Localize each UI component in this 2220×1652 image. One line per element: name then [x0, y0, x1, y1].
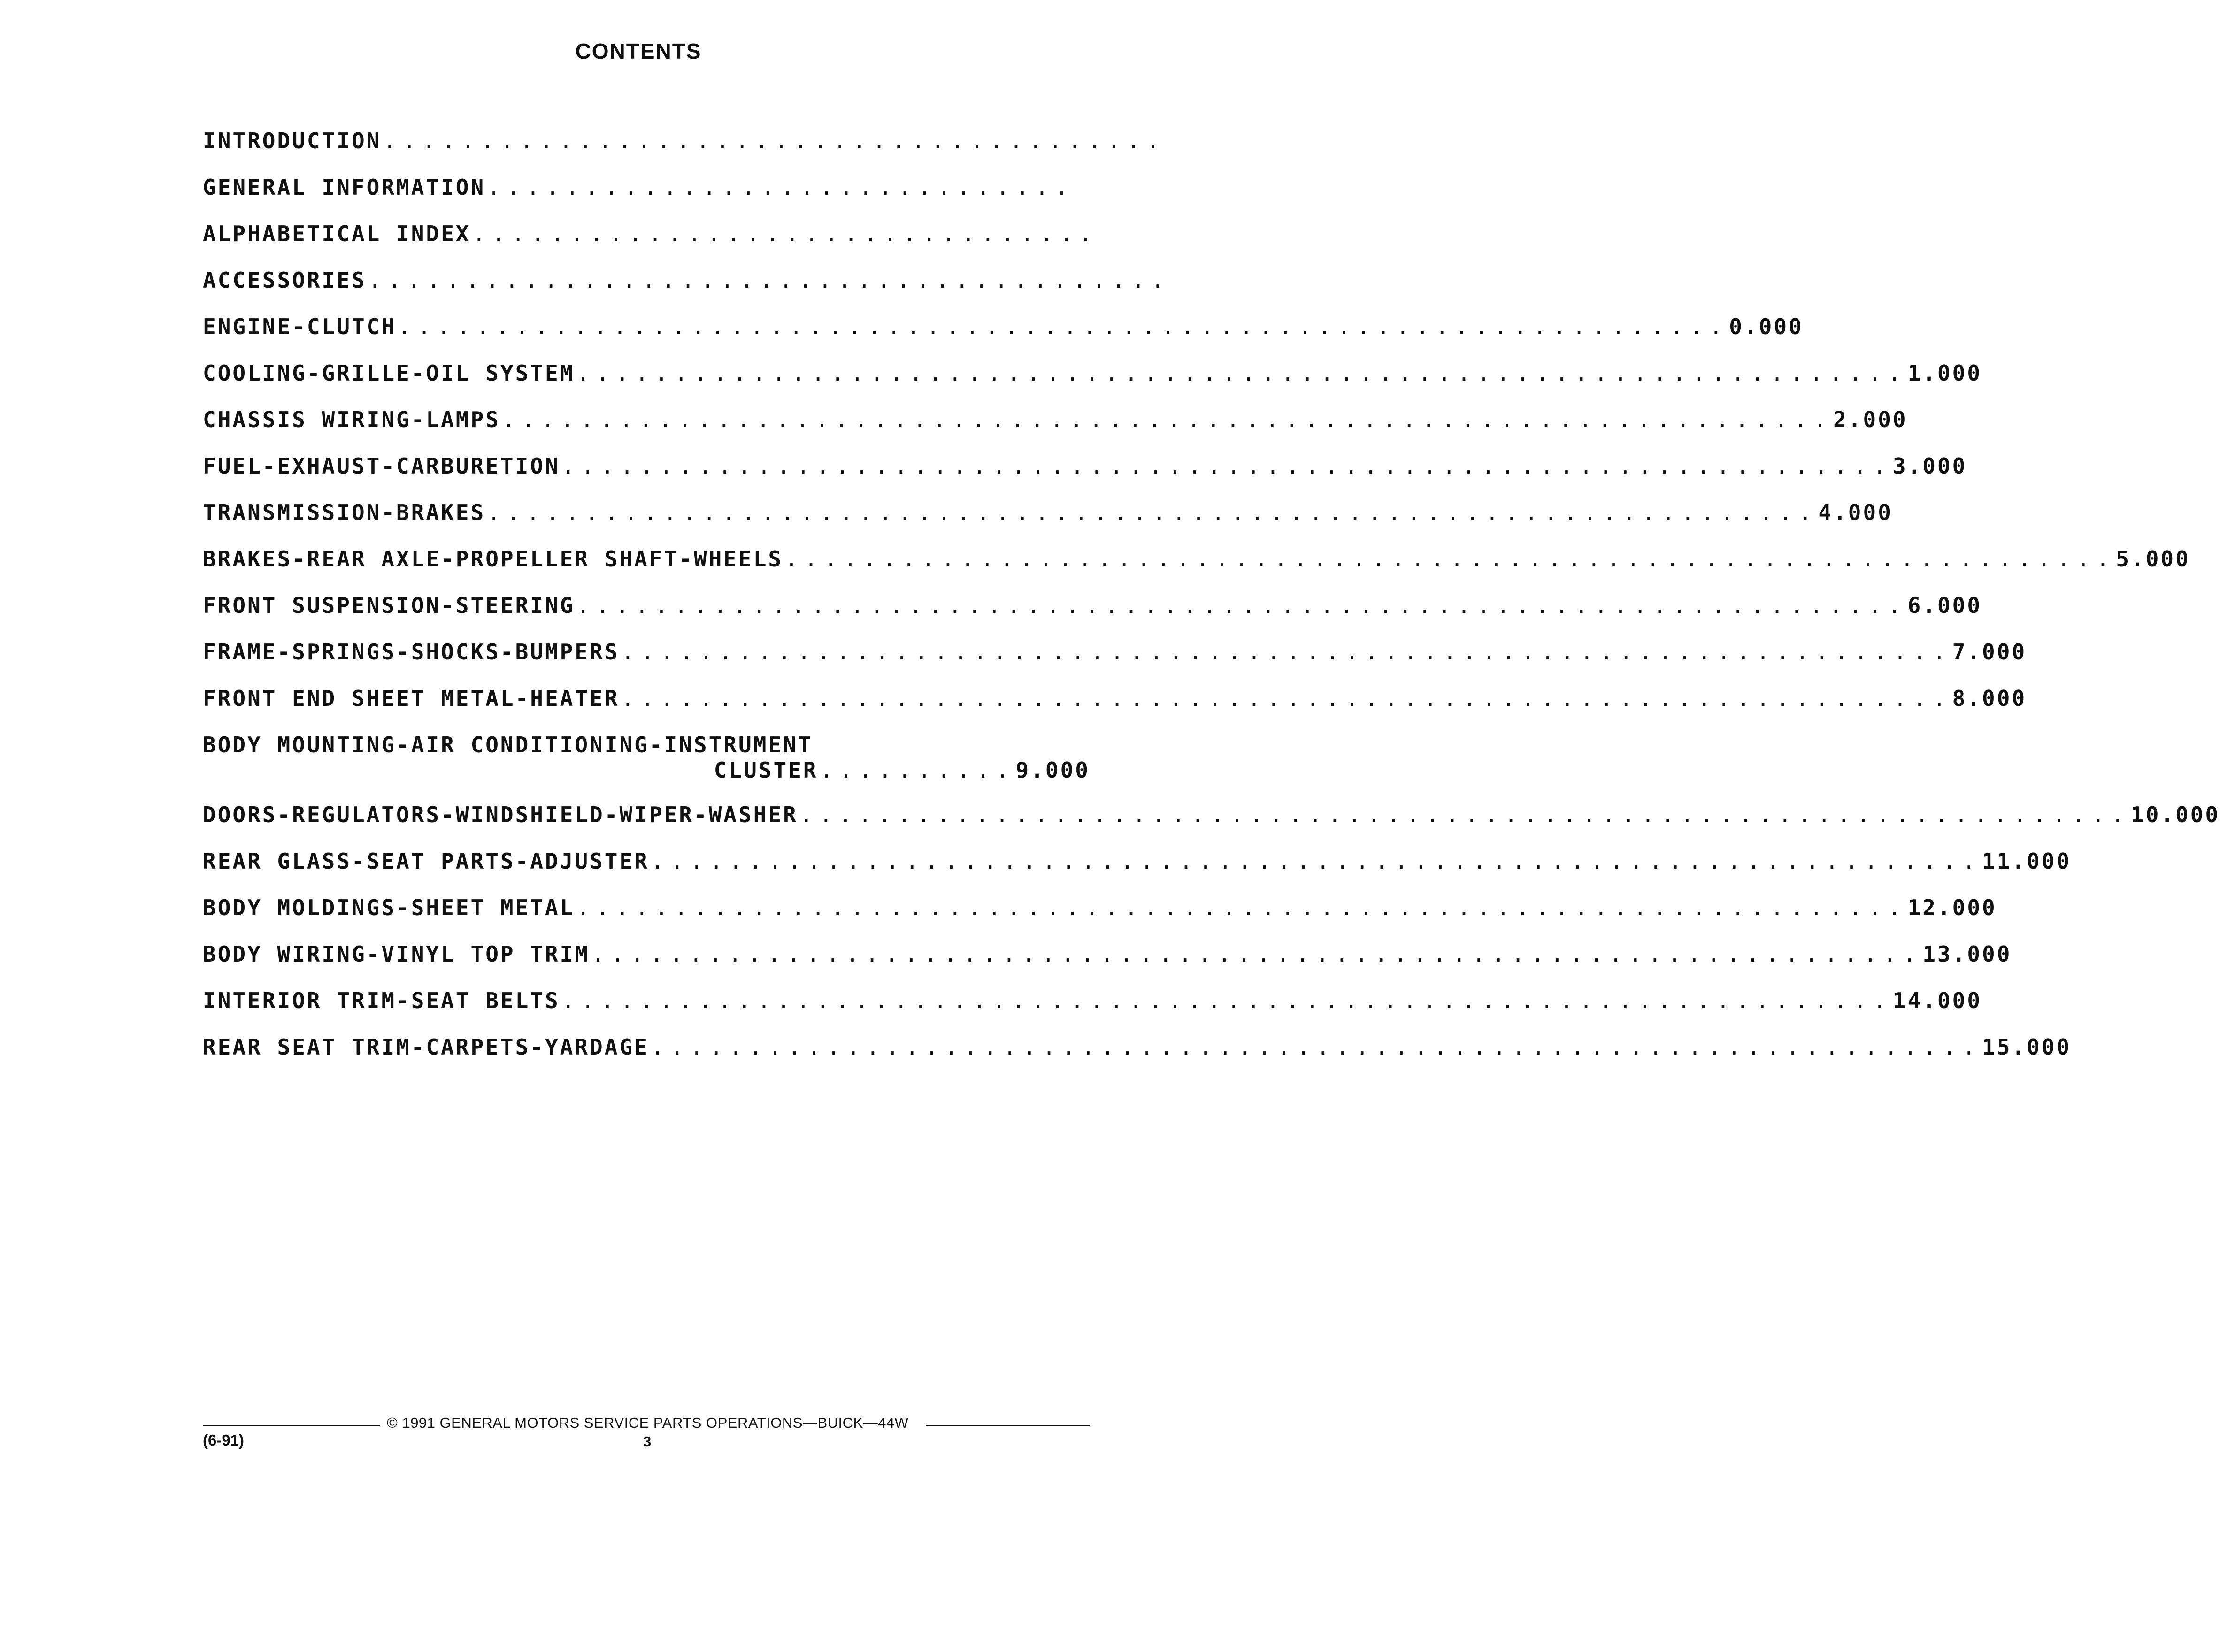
- toc-entry-page: 14.000: [1892, 988, 1982, 1013]
- toc-entry-title: INTERIOR TRIM-SEAT BELTS: [203, 988, 560, 1013]
- toc-entry-page: 12.000: [1907, 895, 1997, 920]
- footer-revision-date: (6-91): [203, 1431, 245, 1449]
- toc-entry-title: FRAME-SPRINGS-SHOCKS-BUMPERS: [203, 639, 620, 665]
- toc-entry-page: 9.000: [1015, 757, 1090, 783]
- toc-entry-page: 11.000: [1982, 849, 2072, 874]
- toc-entry-title: ALPHABETICAL INDEX: [203, 221, 471, 246]
- toc-entry-title-continued: CLUSTER: [714, 757, 818, 783]
- footer-rule-right: [926, 1425, 1090, 1426]
- dot-leader: .........................................: [368, 268, 1171, 293]
- dot-leader: ....................................................................: [576, 895, 1908, 920]
- toc-entry-title: FUEL-EXHAUST-CARBURETION: [203, 453, 560, 479]
- dot-leader: ....................................................................: [651, 849, 1982, 874]
- toc-entry-brakes-rear-axle: [203, 546, 2190, 592]
- toc-entry-transmission: [203, 499, 1893, 546]
- toc-entry-front-suspension: [203, 592, 1982, 639]
- toc-entry-title: ACCESSORIES: [203, 268, 367, 293]
- toc-entry-introduction: [203, 128, 1167, 174]
- toc-entry-title: ENGINE-CLUTCH: [203, 314, 397, 339]
- toc-entry-rear-glass: [203, 848, 2072, 895]
- toc-entry-title: BODY MOLDINGS-SHEET METAL: [203, 895, 575, 920]
- toc-entry-accessories: [203, 267, 1171, 314]
- dot-leader: ....................................................................: [621, 686, 1952, 711]
- dot-leader: ..........: [820, 757, 1016, 783]
- toc-entry-title: BRAKES-REAR AXLE-PROPELLER SHAFT-WHEELS: [203, 546, 784, 572]
- toc-entry-page: 5.000: [2116, 546, 2190, 572]
- dot-leader: ....................................................................: [799, 802, 2131, 827]
- toc-entry-page: 15.000: [1982, 1034, 2072, 1060]
- toc-entry-page: 4.000: [1818, 500, 1893, 525]
- toc-entry-title: TRANSMISSION-BRAKES: [203, 500, 486, 525]
- dot-leader: ....................................................................: [561, 453, 1893, 479]
- toc-entry-title: GENERAL INFORMATION: [203, 175, 486, 200]
- toc-entry-body-mounting: [203, 732, 1090, 802]
- toc-entry-title: REAR GLASS-SEAT PARTS-ADJUSTER: [203, 849, 649, 874]
- toc-entry-page: 10.000: [2131, 802, 2220, 827]
- toc-entry-title: REAR SEAT TRIM-CARPETS-YARDAGE: [203, 1034, 649, 1060]
- toc-entry-page: 2.000: [1833, 407, 1908, 432]
- toc-entry-page: 1.000: [1907, 360, 1982, 386]
- toc-entry-continuation: [203, 757, 1090, 783]
- toc-entry-body-moldings: [203, 895, 1997, 941]
- toc-entry-general-information: [203, 174, 1090, 221]
- dot-leader: ..............................: [487, 175, 1075, 200]
- toc-entry-doors-regulators: [203, 802, 2220, 848]
- toc-entry-title: BODY MOUNTING-AIR CONDITIONING-INSTRUMENT: [203, 732, 813, 757]
- dot-leader: ........................................: [383, 128, 1167, 153]
- toc-entry-page: 6.000: [1907, 593, 1982, 618]
- dot-leader: ....................................................................: [487, 500, 1819, 525]
- toc-entry-title: CHASSIS WIRING-LAMPS: [203, 407, 500, 432]
- dot-leader: ....................................................................: [576, 593, 1908, 618]
- footer-page-number: 3: [643, 1433, 652, 1450]
- footer-rule-left: [203, 1425, 380, 1426]
- dot-leader: ....................................................................: [576, 360, 1908, 386]
- toc-entry-title: BODY WIRING-VINYL TOP TRIM: [203, 941, 590, 967]
- toc-entry-title: INTRODUCTION: [203, 128, 382, 153]
- dot-leader: ....................................................................: [621, 639, 1952, 665]
- dot-leader: ....................................................................: [502, 407, 1834, 432]
- dot-leader: ....................................................................: [398, 314, 1729, 339]
- dot-leader: ....................................................................: [591, 941, 1923, 967]
- toc-entry-page: 13.000: [1922, 941, 2012, 967]
- table-of-contents: [203, 128, 2220, 1080]
- toc-entry-page: 7.000: [1952, 639, 2027, 665]
- toc-entry-page: 3.000: [1892, 453, 1967, 479]
- toc-entry-title: FRONT SUSPENSION-STEERING: [203, 593, 575, 618]
- toc-entry-cooling: [203, 360, 1982, 406]
- dot-leader: ....................................................................: [651, 1034, 1982, 1060]
- dot-leader: ....................................................................: [785, 546, 2116, 572]
- toc-entry-fuel-exhaust: [203, 453, 1967, 499]
- toc-entry-page: 8.000: [1952, 686, 2027, 711]
- toc-entry-interior-trim: [203, 987, 1982, 1034]
- toc-entry-title: DOORS-REGULATORS-WINDSHIELD-WIPER-WASHER: [203, 802, 798, 827]
- toc-entry-frame-springs: [203, 639, 2027, 685]
- toc-entry-alphabetical-index: [203, 221, 1099, 267]
- toc-entry-rear-seat-trim: [203, 1034, 2072, 1080]
- dot-leader: ....................................................................: [561, 988, 1893, 1013]
- toc-entry-title: COOLING-GRILLE-OIL SYSTEM: [203, 360, 575, 386]
- dot-leader: ................................: [472, 221, 1099, 246]
- toc-entry-page: 0.000: [1729, 314, 1804, 339]
- toc-entry-engine-clutch: [203, 314, 1804, 360]
- page-title: CONTENTS: [575, 39, 702, 63]
- toc-entry-front-end-sheet-metal: [203, 685, 2027, 732]
- toc-entry-body-wiring: [203, 941, 2012, 987]
- toc-entry-chassis-wiring: [203, 406, 1908, 453]
- toc-entry-title: FRONT END SHEET METAL-HEATER: [203, 686, 620, 711]
- footer-copyright: © 1991 GENERAL MOTORS SERVICE PARTS OPERATIONS—BUICK—44W: [387, 1415, 909, 1431]
